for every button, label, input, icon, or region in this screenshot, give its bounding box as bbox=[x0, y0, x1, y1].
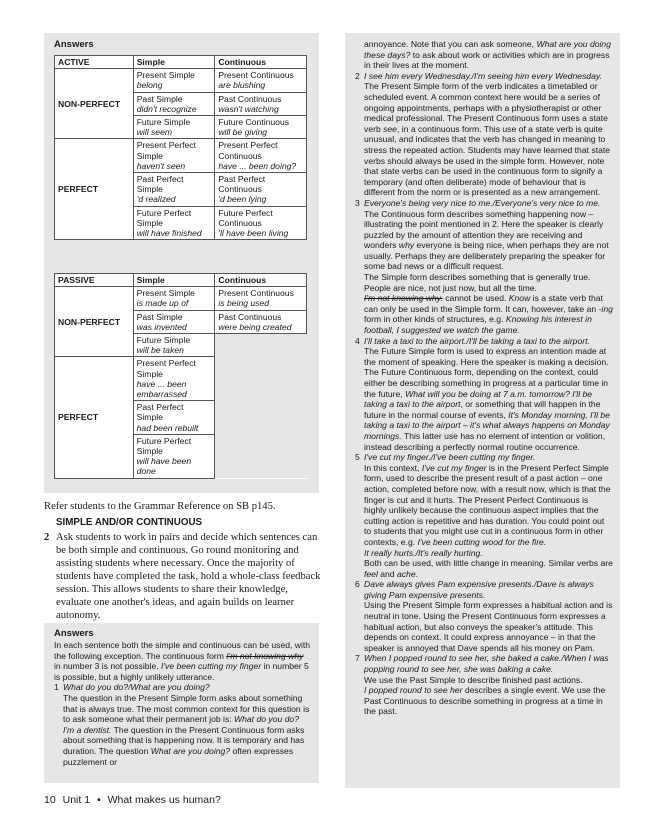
section-heading: SIMPLE AND/OR CONTINUOUS bbox=[56, 517, 203, 528]
table-row bbox=[55, 69, 307, 92]
answer-item-4: 4 I'll take a taxi to the airport./I'll be taking a taxi to the airport. The Future Simple form is used to express an intention made at the moment of speaking. Here the speaker is making a decision. The Future Continuous form, depending on the context, could either be describing something in progress at a particular time in the future, What will you be doing at 7 a.m. tomorrow? I'll be taking a taxi to the airport, or something that will happen in the future in the normal course of events, It's Monday morning, I'll be taking a taxi to the airport – it's what always happens on Monday mornings. This latter use has no element of intention or volition, instead describing a perfectly normal routine occurrence. bbox=[355, 335, 610, 452]
exercise-text: Ask students to work in pairs and decide which sentences can be both simple and continuous. Go round monitoring and assisting students where necessary. Once the majority of students have completed the task, hold a whole-class feedback session. This allows students to share their knowledge, evaluate one another's ideas, and again builds on learner autonomy. bbox=[56, 532, 321, 621]
answer-item-7: 7 When I popped round to see her, she baked a cake./When I was popping round to see her, she was baking a cake. We use the Past Simple to describe finished past actions. I popped round to see her describes a single event. We use the Past Continuous to describe something in progress at a time in the past. bbox=[355, 653, 609, 717]
table-cell: Past Simple didn't recognize bbox=[133, 92, 215, 115]
table-cell: Future Simple will seem bbox=[133, 116, 215, 139]
answers-heading: Answers bbox=[54, 39, 94, 50]
table-cell: Future Perfect Simple will have finished bbox=[133, 206, 215, 240]
table-cell: Present Perfect Continuous have ... been doing? bbox=[215, 139, 307, 173]
table-cell: Past Continuous were being created bbox=[215, 310, 307, 333]
page-footer bbox=[44, 794, 221, 806]
row-group-label: PERFECT bbox=[55, 357, 134, 478]
answers-heading: Answers bbox=[54, 628, 94, 639]
table-cell: Future Simple will be taken bbox=[133, 334, 215, 357]
table-cell: Present Continuous is being used bbox=[215, 287, 307, 310]
active-forms-table bbox=[54, 55, 307, 240]
table-row bbox=[55, 287, 307, 310]
answers-content-continued bbox=[355, 39, 613, 717]
passive-forms-table bbox=[54, 273, 307, 479]
exercise-number: 2 bbox=[44, 532, 50, 543]
table-header-cell: ACTIVE bbox=[55, 56, 134, 69]
table-cell: Present Perfect Simple haven't seen bbox=[133, 139, 215, 173]
row-group-label: NON-PERFECT bbox=[55, 69, 134, 139]
table-row bbox=[55, 139, 307, 173]
table-cell: Present Continuous are blushing bbox=[215, 69, 307, 92]
unit-label: Unit 1 bbox=[62, 794, 91, 806]
table-header-row bbox=[55, 56, 307, 69]
table-cell: Past Simple was invented bbox=[133, 310, 215, 333]
table-cell: Present Simple belong bbox=[133, 69, 215, 92]
table-cell: Present Perfect Simple have ... been embarrassed bbox=[133, 357, 215, 401]
table-header-cell: Simple bbox=[133, 56, 215, 69]
answer-item-2: 2 I see him every Wednesday./I'm seeing him every Wednesday. The Present Simple form of the verb indicates a timetabled or scheduled event. A common context here would be a series of ongoing appointments, perhaps with a physiotherapist or other medical professional. The Present Continuous form uses a state verb see, in a continuous form. This use of a state verb is quite unusual, and indicates that the verb has changed in meaning to stress the repeated action. Students may have learned that state verbs should always be used in the simple form. However, note that state verbs can be used in the continuous form to signify a temporary (and often deliberate) mode of behaviour that is different from the norm or is presented as a new arrangement. bbox=[355, 70, 611, 198]
answer-item-3: 3 Everyone's being very nice to me./Everyone's very nice to me. The Continuous form describes something happening now – illustrating the point mentioned in 2. Here the speaker is clearly puzzled by the amount of attention they are receiving and wonders why everyone is being nice, when perhaps they are not usually. Perhaps they are deliberately preparing the speaker for some bad news or a difficult request. The Simple form describes something that is generally true. People are nice, not just now, but all the time. I'm not knowing why. cannot be used. Know is a state verb that can only be used in the Simple form. It can, however, take an -ing form in other kinds of structures, e.g. Knowing his interest in football, I suggested we watch the game. bbox=[355, 197, 613, 336]
answers-intro: In each sentence both the simple and continuous can be used, with the following exception. The continuous form I'm not knowing why in number 3 is not possible. I've been cutting my finger in number 5 is possible, but a highly unlikely utterance. bbox=[54, 640, 311, 682]
table-header-row bbox=[55, 274, 307, 287]
unit-title: What makes us human? bbox=[107, 794, 221, 806]
refer-instruction: Refer students to the Grammar Reference on SB p145. bbox=[44, 501, 276, 512]
page-number: 10 bbox=[44, 794, 56, 806]
answers-content bbox=[54, 640, 312, 767]
answer-item-5: 5 I've cut my finger./I've been cutting my finger. In this context, I've cut my finger is in the Present Perfect Simple form, used to describe the present result of a past action – one action, completed before now, with a result now, which is that the finger is cut and it hurts. The Present Perfect Continuous is highly unlikely because the continuous aspect implies that the cutting action is repetitive and has duration. You could point out to students that you might use cut in a continuous form in other contexts, e.g. I've been cutting wood for the fire. It really hurts./It's really hurting. Both can be used, with little change in meaning. Similar verbs are feel and ache. bbox=[355, 452, 613, 579]
table-header-cell: Simple bbox=[133, 274, 215, 287]
table-header-cell: PASSIVE bbox=[55, 274, 134, 287]
answer-item-1-continued: annoyance. Note that you can ask someone, What are you doing these days? to ask about work or activities which are in progress in their lives at the moment. bbox=[364, 39, 611, 71]
table-header-cell: Continuous bbox=[215, 56, 307, 69]
table-cell: Future Continuous will be giving bbox=[215, 116, 307, 139]
row-group-label: PERFECT bbox=[55, 139, 134, 240]
answer-item-1: 1 What do you do?/What are you doing? The question in the Present Simple form asks about something that is always true. The most common context for this question is to ask someone what their permanent job is: What do you do? I'm a dentist. The question in the Present Continuous form asks about something that is happening now. It is temporary and has duration. The question What are you doing? often expresses puzzlement or bbox=[54, 682, 310, 767]
table-cell: Present Simple is made up of bbox=[133, 287, 215, 310]
row-group-label: NON-PERFECT bbox=[55, 287, 134, 357]
table-cell: Past Perfect Continuous 'd been lying bbox=[215, 173, 307, 207]
answers-panel-continued bbox=[345, 33, 620, 788]
table-cell: Past Perfect Simple had been rebuilt bbox=[133, 401, 215, 435]
empty-cell bbox=[215, 334, 307, 479]
table-cell: Future Perfect Continuous 'll have been living bbox=[215, 206, 307, 240]
exercise-2 bbox=[44, 531, 322, 622]
table-header-cell: Continuous bbox=[215, 274, 307, 287]
table-cell: Future Perfect Simple will have been done bbox=[133, 434, 215, 478]
answer-item-6: 6 Dave always gives Pam expensive presents./Dave is always giving Pam expensive presents. Using the Present Simple form expresses a habitual action and is neutral in tone. Using the Present Continuous form expresses a habitual action, but also conveys the speaker's attitude. This depends on context. It could express annoyance – in that the speaker is annoyed that Dave spends all his money on Pam. bbox=[355, 579, 613, 653]
table-cell: Past Perfect Simple 'd realized bbox=[133, 173, 215, 207]
table-cell: Past Continuous wasn't watching bbox=[215, 92, 307, 115]
answers-panel-exercise-2 bbox=[44, 623, 319, 783]
answers-panel-tables bbox=[44, 33, 319, 493]
footer-bullet: • bbox=[96, 794, 101, 806]
